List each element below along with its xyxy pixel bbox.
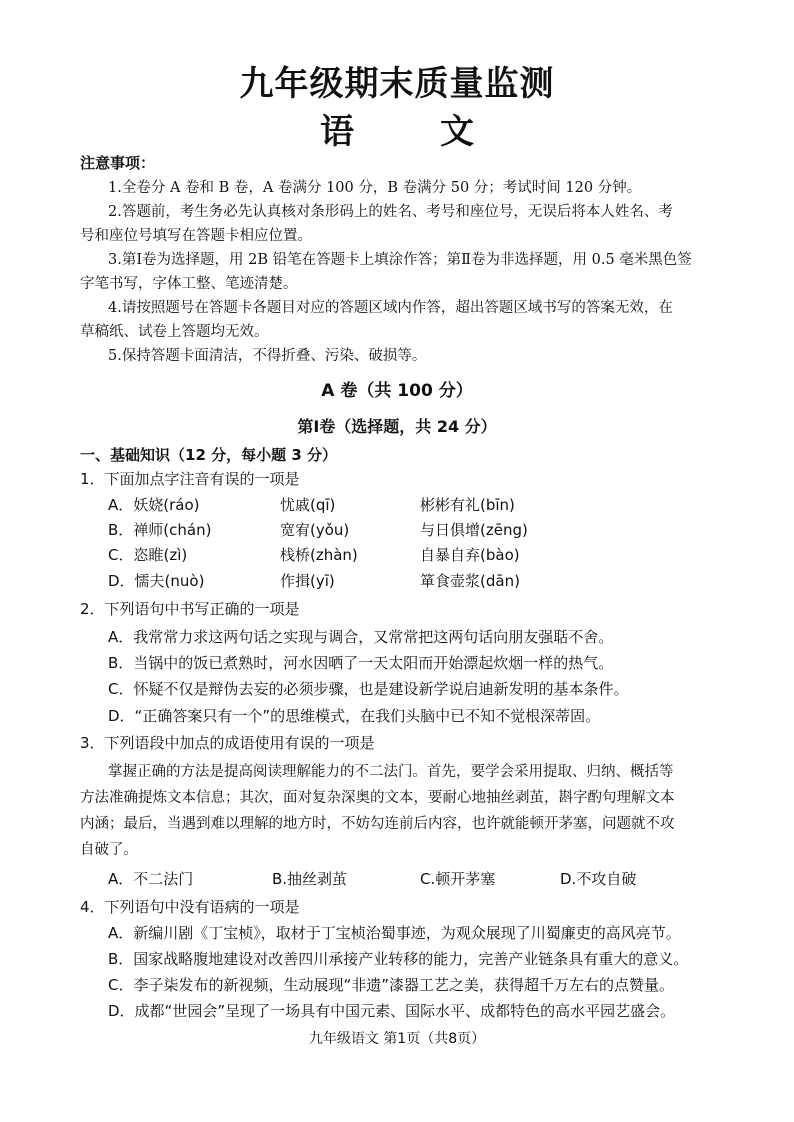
q1-option: 宽宥(yǒu) xyxy=(280,521,350,539)
exam-title: 九年级期末质量监测 xyxy=(239,64,555,104)
q2-option: D．“正确答案只有一个”的思维模式，在我们头脑中已不知不觉根深蒂固。 xyxy=(108,707,601,725)
q3-option: D.不攻自破 xyxy=(560,870,637,888)
section-1-heading: 一、基础知识（12 分，每小题 3 分） xyxy=(80,446,337,464)
q1-option: A．妖娆(ráo) xyxy=(108,496,200,514)
q2-option: A．我常常力求这两句话之实现与调合，又常常把这两句话向朋友强聒不舍。 xyxy=(108,628,614,646)
q1-stem: 1．下面加点字注音有误的一项是 xyxy=(80,470,300,488)
notice-heading: 注意事项： xyxy=(80,154,156,172)
q3-passage-line: 方法准确提炼文本信息；其次，面对复杂深奥的文本，要耐心地抽丝剥茧，斟字酌句理解文本 xyxy=(80,790,675,806)
q3-option: B.抽丝剥茧 xyxy=(272,870,348,888)
notice-line: 号和座位号填写在答题卡相应位置。 xyxy=(80,228,312,244)
q2-option: B．当锅中的饭已煮熟时，河水因晒了一天太阳而开始漂起炊烟一样的热气。 xyxy=(108,654,614,672)
q1-option: 忧戚(qī) xyxy=(280,496,336,514)
q1-option: D．懦夫(nuò) xyxy=(108,572,205,590)
q3-passage-line: 内涵；最后，当遇到难以理解的地方时，不妨勾连前后内容，也许就能顿开茅塞，问题就不攻 xyxy=(80,816,675,832)
q4-option: D．成都“世园会”呈现了一场具有中国元素、国际水平、成都特色的高水平园艺盛会。 xyxy=(108,1002,676,1020)
q1-option: 自暴自弃(bào) xyxy=(420,546,520,564)
notice-line: 3.第Ⅰ卷为选择题，用 2B 铅笔在答题卡上填涂作答；第Ⅱ卷为非选择题，用 0.5 毫米黑色签 xyxy=(108,252,692,268)
volume-1-heading: 第Ⅰ卷（选择题，共 24 分） xyxy=(297,417,497,436)
q3-stem: 3．下列语段中加点的成语使用有误的一项是 xyxy=(80,734,375,752)
q4-stem: 4．下列语句中没有语病的一项是 xyxy=(80,898,300,916)
notice-line: 5.保持答题卡面清洁，不得折叠、污染、破损等。 xyxy=(108,348,427,364)
part-a-heading: A 卷（共 100 分） xyxy=(321,381,473,401)
q3-option: C.顿开茅塞 xyxy=(420,870,496,888)
q4-option: C．李子柒发布的新视频，生动展现“非遗”漆器工艺之美，获得超千万左右的点赞量。 xyxy=(108,976,675,994)
q3-passage-line: 掌握正确的方法是提高阅读理解能力的不二法门。首先，要学会采用提取、归纳、概括等 xyxy=(108,764,674,780)
subject-title: 语 文 xyxy=(320,112,500,152)
notice-line: 2.答题前，考生务必先认真核对条形码上的姓名、考号和座位号，无误后将本人姓名、考 xyxy=(108,204,673,220)
q1-option: 与日俱增(zēng) xyxy=(420,521,528,539)
q4-option: B．国家战略腹地建设对改善四川承接产业转移的能力，完善产业链条具有重大的意义。 xyxy=(108,950,689,968)
page-footer: 九年级语文 第1页（共8页） xyxy=(308,1031,486,1047)
q1-option: C．恣睢(zì) xyxy=(108,546,188,564)
q2-option: C．怀疑不仅是辩伪去妄的必须步骤，也是建设新学说启迪新发明的基本条件。 xyxy=(108,680,629,698)
q2-stem: 2．下列语句中书写正确的一项是 xyxy=(80,600,300,618)
q1-option: 作揖(yī) xyxy=(280,572,335,590)
notice-line: 4.请按照题号在答题卡各题目对应的答题区域内作答，超出答题区域书写的答案无效，在 xyxy=(108,300,673,316)
q1-option: 彬彬有礼(bīn) xyxy=(420,496,515,514)
q3-option: A．不二法门 xyxy=(108,870,194,888)
notice-line: 字笔书写，字体工整、笔迹清楚。 xyxy=(80,276,298,292)
notice-line: 草稿纸、试卷上答题均无效。 xyxy=(80,324,269,340)
q1-option: 栈桥(zhàn) xyxy=(280,546,358,564)
q3-passage-line: 自破了。 xyxy=(80,842,138,858)
notice-line: 1.全卷分 A 卷和 B 卷，A 卷满分 100 分，B 卷满分 50 分；考试时间 120 分钟。 xyxy=(108,180,642,196)
q4-option: A．新编川剧《丁宝桢》，取材于丁宝桢治蜀事迹，为观众展现了川蜀廉吏的高风亮节。 xyxy=(108,924,681,942)
q1-option: B．禅师(chán) xyxy=(108,521,212,539)
q1-option: 箪食壶浆(dān) xyxy=(420,572,520,590)
